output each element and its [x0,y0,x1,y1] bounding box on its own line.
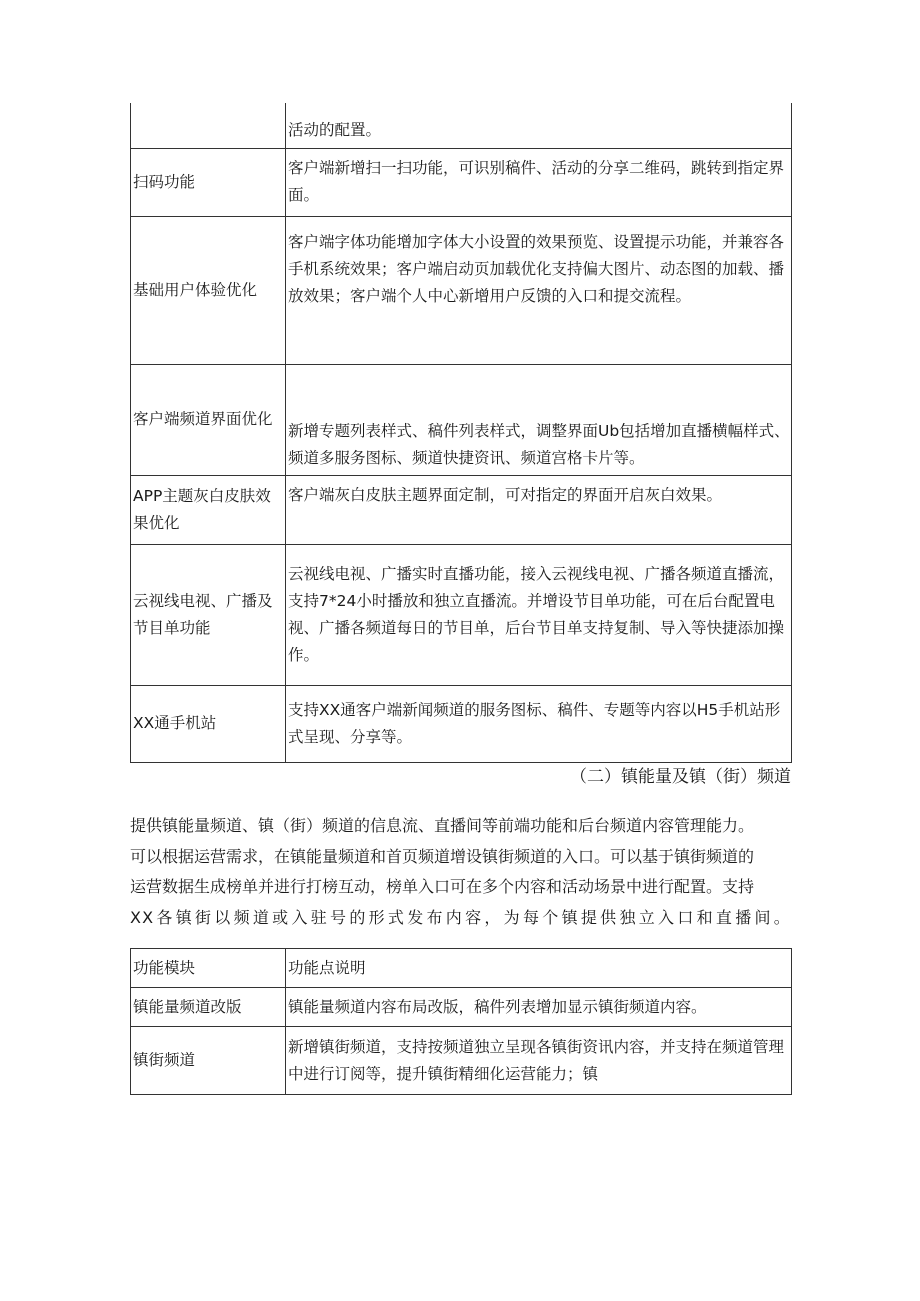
table-row [131,148,792,216]
table-header-row [131,949,792,988]
module-cell [131,103,286,148]
header-module: 功能模块 [131,949,286,988]
table-row [131,475,792,544]
feature-table-top [130,103,792,763]
paragraph-line: 可以根据运营需求，在镇能量频道和首页频道增设镇街频道的入口。可以基于镇街频道的 [130,846,755,866]
table-row [131,988,792,1027]
paragraph-line: XX各镇街以频道或入驻号的形式发布内容，为每个镇提供独立入口和直播间。 [130,907,791,927]
desc-cell: 新增镇街频道，支持按频道独立呈现各镇街资讯内容，并支持在频道管理中进行订阅等，提升镇街精细化运营能力；镇 [286,1027,792,1095]
module-cell: XX通手机站 [131,685,286,762]
module-cell: 云视线电视、广播及节目单功能 [131,544,286,685]
header-desc: 功能点说明 [286,949,792,988]
paragraph-line: 运营数据生成榜单并进行打榜互动，榜单入口可在多个内容和活动场景中进行配置。支持 [130,877,755,896]
module-cell: 客户端频道界面优化 [131,364,286,475]
module-cell: 镇能量频道改版 [131,988,286,1027]
table-row [131,103,792,148]
module-cell: APP主题灰白皮肤效果优化 [131,475,286,544]
paragraph-line: 提供镇能量频道、镇（街）频道的信息流、直播间等前端功能和后台频道内容管理能力。 [130,816,755,835]
table-row [131,544,792,685]
desc-cell: 客户端新增扫一扫功能，可识别稿件、活动的分享二维码，跳转到指定界面。 [286,148,792,216]
desc-cell: 云视线电视、广播实时直播功能，接入云视线电视、广播各频道直播流，支持7*24小时播放和独立直播流。并增设节目单功能，可在后台配置电视、广播各频道每日的节目单，后台节目单支持复制、导入等快捷添加操作。 [286,544,792,685]
desc-cell: 客户端字体功能增加字体大小设置的效果预览、设置提示功能，并兼容各手机系统效果；客户端启动页加载优化支持偏大图片、动态图的加载、播放效果；客户端个人中心新增用户反馈的入口和提交流程。 [286,216,792,364]
table-row [131,685,792,762]
table-row [131,1027,792,1095]
table-row [131,364,792,475]
desc-cell: 活动的配置。 [286,103,792,148]
desc-cell: 镇能量频道内容布局改版，稿件列表增加显示镇街频道内容。 [286,988,792,1027]
module-cell: 镇街频道 [131,1027,286,1095]
desc-cell: 支持XX通客户端新闻频道的服务图标、稿件、专题等内容以H5手机站形式呈现、分享等。 [286,685,792,762]
feature-table-bottom [130,948,792,1095]
module-cell: 扫码功能 [131,148,286,216]
desc-cell: 客户端灰白皮肤主题界面定制，可对指定的界面开启灰白效果。 [286,475,792,544]
desc-cell: 新增专题列表样式、稿件列表样式，调整界面Ub包括增加直播横幅样式、频道多服务图标、频道快捷资讯、频道宫格卡片等。 [286,364,792,475]
section-heading: （二）镇能量及镇（街）频道 [570,767,791,787]
section-paragraph [130,811,791,933]
module-cell: 基础用户体验优化 [131,216,286,364]
table-row [131,216,792,364]
